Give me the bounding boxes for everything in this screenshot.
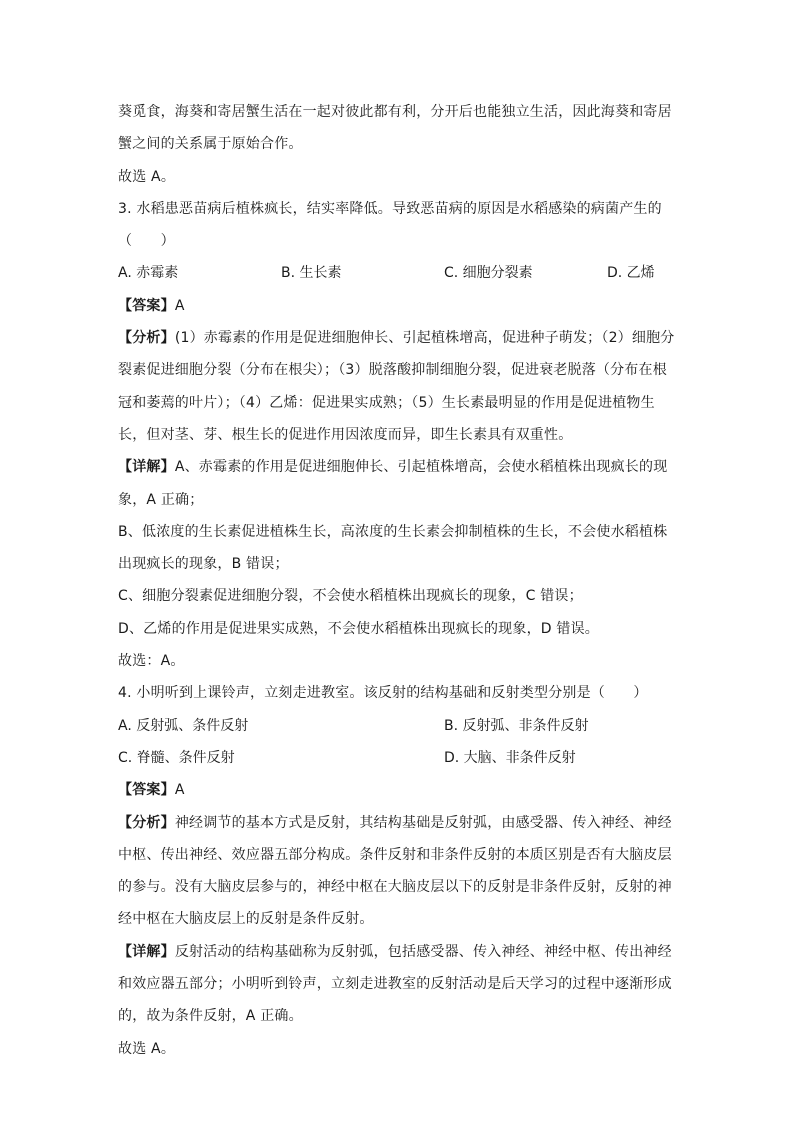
q4-analysis-line: 经中枢在大脑皮层上的反射是条件反射。	[118, 911, 374, 928]
q4-analysis-line: 的参与。没有大脑皮层参与的，神经中枢在大脑皮层以下的反射是非条件反射，反射的神	[118, 879, 672, 896]
q4-detail-line: 的，故为条件反射，A 正确。	[118, 1008, 303, 1025]
detail-tag: 【详解】	[118, 943, 175, 960]
answer-value: A	[174, 297, 185, 314]
document-page	[118, 96, 678, 1065]
q3-option-d: D. 乙烯	[607, 265, 655, 282]
q3-stem: 3. 水稻患恶苗病后植株疯长，结实率降低。导致恶苗病的原因是水稻感染的病菌产生的	[118, 200, 662, 217]
q4-option-a: A. 反射弧、条件反射	[118, 717, 249, 734]
answer-tag: 【答案】	[118, 782, 175, 799]
q4-selection: 故选 A。	[118, 1040, 176, 1057]
q2-selection: 故选 A。	[118, 168, 176, 185]
q2-explanation-line: 蟹之间的关系属于原始合作。	[118, 136, 303, 153]
q3-option-a: A. 赤霉素	[118, 265, 179, 282]
q3-option-b: B. 生长素	[281, 265, 342, 282]
q3-answer	[118, 290, 678, 322]
analysis-tag: 【分析】	[118, 814, 175, 831]
q4-detail-line: 和效应器五部分；小明听到铃声，立刻走进教室的反射活动是后天学习的过程中逐渐形成	[118, 976, 672, 993]
q4-stem: 4. 小明听到上课铃声，立刻走进教室。该反射的结构基础和反射类型分别是（ ）	[118, 685, 648, 702]
q3-options	[118, 257, 678, 289]
q3-paren: （ ）	[118, 233, 175, 250]
answer-tag: 【答案】	[118, 297, 175, 314]
q3-analysis-line: 长，但对茎、芽、根生长的促进作用因浓度而异，即生长素具有双重性。	[118, 426, 573, 443]
q4-answer	[118, 774, 678, 806]
q4-option-d: D. 大脑、非条件反射	[444, 749, 576, 766]
q3-selection: 故选：A。	[118, 653, 185, 670]
q4-option-b: B. 反射弧、非条件反射	[444, 717, 589, 734]
q4-options-row-2	[118, 742, 678, 774]
q4-option-c: C. 脊髓、条件反射	[118, 749, 235, 766]
q4-analysis-line: 中枢、传出神经、效应器五部分构成。条件反射和非条件反射的本质区别是否有大脑皮层	[118, 846, 672, 863]
q4-detail-line: 【详解】反射活动的结构基础称为反射弧，包括感受器、传入神经、神经中枢、传出神经	[118, 943, 672, 960]
analysis-tag: 【分析】	[118, 330, 175, 347]
answer-value: A	[174, 782, 185, 799]
q3-option-c: C. 细胞分裂素	[444, 265, 533, 282]
q4-options-row-1	[118, 710, 678, 742]
q3-detail-line: 象，A 正确；	[118, 491, 204, 508]
q3-detail-line: C、细胞分裂素促进细胞分裂，不会使水稻植株出现疯长的现象，C 错误；	[118, 588, 583, 605]
q3-detail-line: D、乙烯的作用是促进果实成熟，不会使水稻植株出现疯长的现象，D 错误。	[118, 620, 600, 637]
q3-detail-line: B、低浓度的生长素促进植株生长，高浓度的生长素会抑制植株的生长，不会使水稻植株	[118, 523, 668, 540]
q3-analysis-line: 裂素促进细胞分裂（分布在根尖）；（3）脱落酸抑制细胞分裂，促进衰老脱落（分布在根	[118, 362, 667, 379]
q2-explanation-line: 葵觅食，海葵和寄居蟹生活在一起对彼此都有利，分开后也能独立生活，因此海葵和寄居	[118, 104, 672, 120]
q3-analysis-line: 【分析】(1）赤霉素的作用是促进细胞伸长、引起植株增高，促进种子萌发；（2）细胞分	[118, 330, 675, 347]
detail-tag: 【详解】	[118, 459, 175, 476]
q3-detail-line: 出现疯长的现象，B 错误；	[118, 556, 289, 573]
q3-analysis-line: 冠和萎蔫的叶片）；（4）乙烯：促进果实成熟；（5）生长素最明显的作用是促进植物生	[118, 394, 655, 411]
q3-detail-line: 【详解】A、赤霉素的作用是促进细胞伸长、引起植株增高，会使水稻植株出现疯长的现	[118, 459, 668, 476]
q4-analysis-line: 【分析】神经调节的基本方式是反射，其结构基础是反射弧，由感受器、传入神经、神经	[118, 814, 672, 831]
